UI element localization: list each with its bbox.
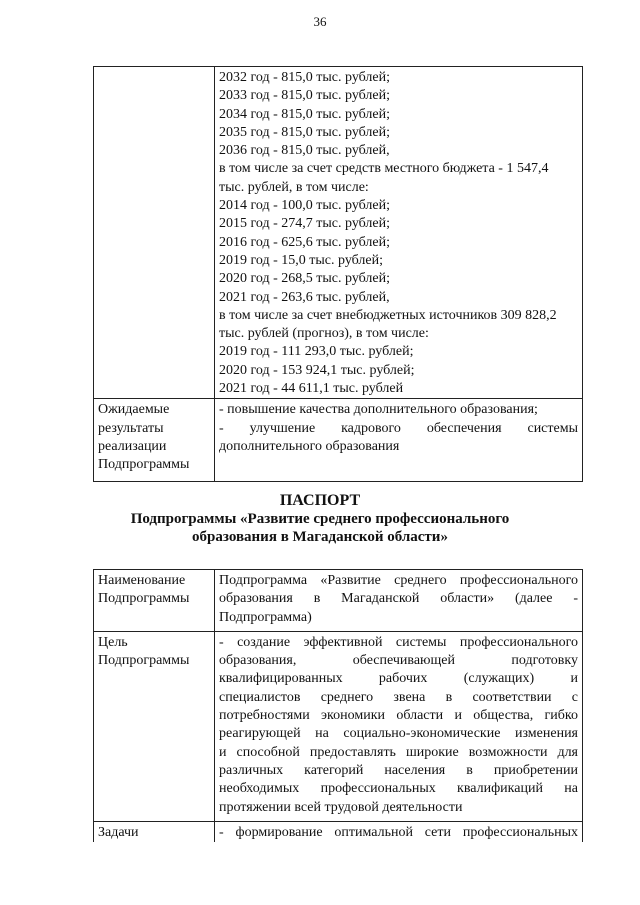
funding-label-cell xyxy=(94,67,215,399)
name-line: Подпрограмма «Развитие среднего профессионального xyxy=(219,573,578,588)
goal-line: специалистов среднего звена в соответствии с xyxy=(219,689,578,705)
goal-label-cell xyxy=(94,631,215,821)
funding-line: тыс. рублей (прогноз), в том числе: xyxy=(219,326,429,342)
funding-line: тыс. рублей, в том числе: xyxy=(219,179,369,195)
results-line: - повышение качества дополнительного образования; xyxy=(219,402,538,418)
tasks-row xyxy=(94,821,583,842)
funding-line: 2021 год - 44 611,1 тыс. рублей xyxy=(219,381,404,397)
goal-line: образования, обеспечивающей подготовку xyxy=(219,653,578,669)
goal-line: квалифицированных рабочих (служащих) и xyxy=(219,671,578,687)
tasks-value-cell xyxy=(215,821,583,842)
passport-table xyxy=(93,569,583,842)
funding-line: 2020 год - 153 924,1 тыс. рублей; xyxy=(219,362,415,378)
goal-line: реагирующей на социально-экономические изменения xyxy=(219,726,578,742)
results-row xyxy=(94,399,583,481)
results-line: дополнительного образования xyxy=(219,438,400,454)
funding-value-cell xyxy=(215,67,583,399)
results-value-cell xyxy=(215,399,583,481)
results-label-line: Ожидаемые xyxy=(98,402,170,418)
goal-line: необходимых профессиональных квалификаций на xyxy=(219,781,578,797)
results-label-cell xyxy=(94,399,215,481)
funding-line: 2019 год - 15,0 тыс. рублей; xyxy=(219,252,384,268)
goal-line: различных категорий населения в приобретении xyxy=(219,762,578,778)
passport-heading xyxy=(0,492,640,546)
funding-line: 2032 год - 815,0 тыс. рублей; xyxy=(219,70,391,85)
goal-label-line: Цель xyxy=(98,634,128,650)
goal-line: - создание эффективной системы профессионального xyxy=(219,634,578,650)
funding-line: 2015 год - 274,7 тыс. рублей; xyxy=(219,216,391,232)
results-label-line: Подпрограммы xyxy=(98,457,190,473)
funding-line: 2036 год - 815,0 тыс. рублей, xyxy=(219,143,390,159)
goal-row xyxy=(94,631,583,821)
name-line: образования в Магаданской области» (далее - xyxy=(219,591,578,607)
funding-line: в том числе за счет внебюджетных источников 309 828,2 xyxy=(219,307,557,323)
tasks-line: - формирование оптимальной сети профессиональных xyxy=(219,824,578,840)
goal-line: потребностями экономики области и общества, гибко xyxy=(219,708,578,724)
name-label-line: Наименование xyxy=(98,573,186,588)
funding-line: 2035 год - 815,0 тыс. рублей; xyxy=(219,124,391,140)
passport-subtitle-line: Подпрограммы «Развитие среднего профессионального xyxy=(130,511,510,527)
funding-line: 2020 год - 268,5 тыс. рублей; xyxy=(219,271,391,287)
goal-value-cell xyxy=(215,631,583,821)
results-label-line: реализации xyxy=(98,438,167,454)
goal-label-line: Подпрограммы xyxy=(98,653,190,669)
funding-line: в том числе за счет средств местного бюджета - 1 547,4 xyxy=(219,161,549,177)
name-label-cell xyxy=(94,570,215,632)
funding-row xyxy=(94,67,583,399)
funding-line: 2019 год - 111 293,0 тыс. рублей; xyxy=(219,344,414,360)
name-row xyxy=(94,570,583,632)
passport-title: ПАСПОРТ xyxy=(279,492,361,509)
tasks-label-cell xyxy=(94,821,215,842)
name-label-line: Подпрограммы xyxy=(98,591,190,607)
page-number: 36 xyxy=(313,14,327,29)
funding-line: 2034 год - 815,0 тыс. рублей; xyxy=(219,106,391,122)
passport-subtitle-line: образования в Магаданской области» xyxy=(192,529,448,545)
goal-line: протяжении всей трудовой деятельности xyxy=(219,799,463,815)
results-line: - улучшение кадрового обеспечения системы xyxy=(219,420,578,436)
goal-line: и способной предоставлять широкие возможности для xyxy=(219,744,578,760)
name-line: Подпрограмма) xyxy=(219,609,312,625)
funding-line: 2033 год - 815,0 тыс. рублей; xyxy=(219,88,391,104)
results-label-line: результаты xyxy=(98,420,164,436)
funding-line: 2021 год - 263,6 тыс. рублей, xyxy=(219,289,390,305)
name-value-cell xyxy=(215,570,583,632)
tasks-label: Задачи xyxy=(98,824,139,840)
funding-line: 2016 год - 625,6 тыс. рублей; xyxy=(219,234,391,250)
funding-table xyxy=(93,66,583,482)
funding-line: 2014 год - 100,0 тыс. рублей; xyxy=(219,198,391,214)
